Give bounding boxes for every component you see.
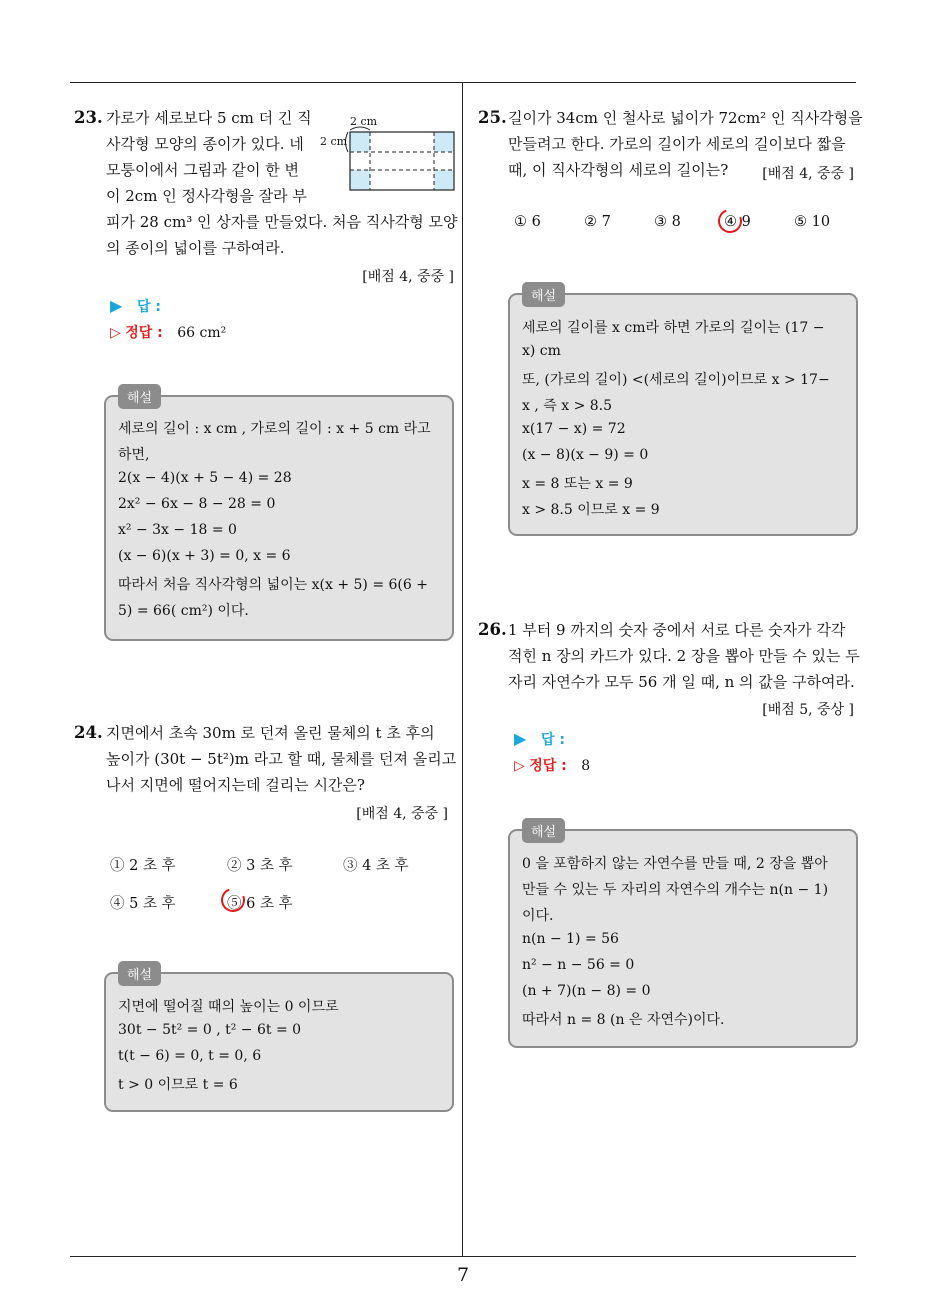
- choice-3[interactable]: ③ 8: [654, 214, 681, 230]
- choice-5[interactable]: ⑤ 10: [794, 214, 831, 230]
- explanation-line: t(t − 6) = 0, t = 0, 6: [118, 1048, 262, 1064]
- question-text-line: 지면에서 초속 30m 로 던져 올린 물체의 t 초 후의: [106, 724, 435, 742]
- question-text-line: 가로가 세로보다 5 cm 더 긴 직: [106, 109, 312, 127]
- corner-square: [350, 132, 370, 152]
- choice-1[interactable]: ① 2 초 후: [110, 858, 176, 874]
- question-text-line: 만들려고 한다. 가로의 길이가 세로의 길이보다 짧을: [508, 135, 846, 153]
- explanation-line: 따라서 처음 직사각형의 넓이는 x(x + 5) = 6(6 +: [118, 577, 428, 593]
- explanation-line: 0 을 포함하지 않는 자연수를 만들 때, 2 장을 뽑아: [522, 856, 828, 872]
- corner-square: [434, 132, 454, 152]
- choice-4[interactable]: ④ 9: [724, 214, 751, 230]
- explanation-line: 만들 수 있는 두 자리의 자연수의 개수는 n(n − 1): [522, 882, 829, 898]
- question-text-line: 모퉁이에서 그림과 같이 한 변: [106, 161, 299, 179]
- explanation-line: 세로의 길이 : x cm , 가로의 길이 : x + 5 cm 라고: [118, 421, 431, 437]
- question-number: 24.: [74, 723, 103, 742]
- correct-answer-value: 8: [581, 758, 591, 774]
- explanation-line: x , 즉 x > 8.5: [522, 398, 613, 414]
- correct-answer: ▷ 정답 : 8: [514, 758, 591, 774]
- explanation-line: 지면에 떨어질 때의 높이는 0 이므로: [118, 999, 339, 1015]
- question-text-line: 의 종이의 넓이를 구하여라.: [106, 239, 285, 257]
- corner-square: [350, 170, 370, 190]
- selected-answer-mark: [714, 205, 746, 237]
- question-text-line: 적힌 n 장의 카드가 있다. 2 장을 뽑아 만들 수 있는 두: [508, 647, 860, 665]
- question-text-line: 자리 자연수가 모두 56 개 일 때, n 의 값을 구하여라.: [508, 673, 855, 691]
- question-text-line: 피가 28 cm³ 인 상자를 만들었다. 처음 직사각형 모양: [106, 213, 458, 231]
- explanation-tag: 해설: [118, 384, 161, 409]
- correct-answer: ▷ 정답 : 66 cm²: [110, 325, 227, 341]
- score-label: [배점 4, 중중 ]: [362, 269, 454, 285]
- top-rule: [70, 82, 856, 83]
- explanation-line: x) cm: [522, 343, 561, 359]
- explanation-line: n² − n − 56 = 0: [522, 957, 635, 973]
- play-outline-icon: ▷: [110, 325, 121, 341]
- explanation-line: x > 8.5 이므로 x = 9: [522, 502, 660, 518]
- explanation-tag: 해설: [118, 961, 161, 986]
- explanation-line: x² − 3x − 18 = 0: [118, 522, 237, 538]
- bottom-rule: [70, 1256, 856, 1257]
- score-label: [배점 5, 중상 ]: [762, 702, 854, 718]
- question-text-line: 나서 지면에 떨어지는데 걸리는 시간은?: [106, 776, 365, 794]
- figure-label-side: 2 cm: [320, 135, 348, 148]
- choice-2[interactable]: ② 3 초 후: [227, 858, 293, 874]
- score-label: [배점 4, 중중 ]: [356, 806, 448, 822]
- explanation-tag: 해설: [522, 282, 565, 307]
- choice-5[interactable]: ⑤ 6 초 후: [227, 896, 293, 912]
- answer-label: ▶ 답 :: [110, 296, 161, 315]
- play-icon: ▶: [514, 729, 527, 748]
- choice-1[interactable]: ① 6: [514, 214, 541, 230]
- explanation-line: x(17 − x) = 72: [522, 421, 626, 437]
- score-label: [배점 4, 중중 ]: [762, 166, 854, 182]
- correct-answer-value: 66 cm²: [177, 325, 227, 341]
- explanation-line: (x − 8)(x − 9) = 0: [522, 447, 649, 463]
- question-text-line: 이 2cm 인 정사각형을 잘라 부: [106, 187, 307, 205]
- question-text-line: 길이가 34cm 인 철사로 넓이가 72cm² 인 직사각형을: [508, 109, 863, 127]
- explanation-line: 2x² − 6x − 8 − 28 = 0: [118, 496, 276, 512]
- question-text-line: 사각형 모양의 종이가 있다. 네: [106, 135, 304, 153]
- question-text-line: 1 부터 9 까지의 숫자 중에서 서로 다른 숫자가 각각: [508, 621, 846, 639]
- corner-square: [434, 170, 454, 190]
- explanation-line: 30t − 5t² = 0 , t² − 6t = 0: [118, 1022, 302, 1038]
- question-text-line: 때, 이 직사각형의 세로의 길이는?: [508, 161, 729, 179]
- explanation-line: 2(x − 4)(x + 5 − 4) = 28: [118, 470, 292, 486]
- question-number: 23.: [74, 108, 103, 127]
- explanation-line: t > 0 이므로 t = 6: [118, 1077, 238, 1093]
- question-number: 26.: [478, 620, 507, 639]
- question-number: 25.: [478, 108, 507, 127]
- explanation-line: n(n − 1) = 56: [522, 931, 619, 947]
- choice-2[interactable]: ② 7: [584, 214, 611, 230]
- explanation-line: 이다.: [522, 908, 554, 924]
- explanation-line: 하면,: [118, 447, 150, 463]
- explanation-line: 또, (가로의 길이) <(세로의 길이)이므로 x > 17−: [522, 372, 830, 388]
- figure-label-top: 2 cm: [350, 115, 378, 128]
- explanation-line: (n + 7)(n − 8) = 0: [522, 983, 651, 999]
- play-icon: ▶: [110, 296, 123, 315]
- explanation-line: 5) = 66( cm²) 이다.: [118, 603, 249, 619]
- explanation-line: 세로의 길이를 x cm라 하면 가로의 길이는 (17 −: [522, 320, 825, 336]
- question-text-line: 높이가 (30t − 5t²)m 라고 할 때, 물체를 던져 올리고: [106, 750, 457, 768]
- explanation-line: (x − 6)(x + 3) = 0, x = 6: [118, 548, 291, 564]
- answer-label: ▶ 답 :: [514, 729, 565, 748]
- page-number: 7: [456, 1264, 470, 1286]
- choice-4[interactable]: ④ 5 초 후: [110, 896, 176, 912]
- play-outline-icon: ▷: [514, 758, 525, 774]
- explanation-line: x = 8 또는 x = 9: [522, 476, 633, 492]
- column-divider: [462, 82, 463, 1256]
- explanation-line: 따라서 n = 8 (n 은 자연수)이다.: [522, 1012, 725, 1028]
- choice-3[interactable]: ③ 4 초 후: [343, 858, 409, 874]
- explanation-tag: 해설: [522, 818, 565, 843]
- paper-box-figure: [316, 114, 458, 194]
